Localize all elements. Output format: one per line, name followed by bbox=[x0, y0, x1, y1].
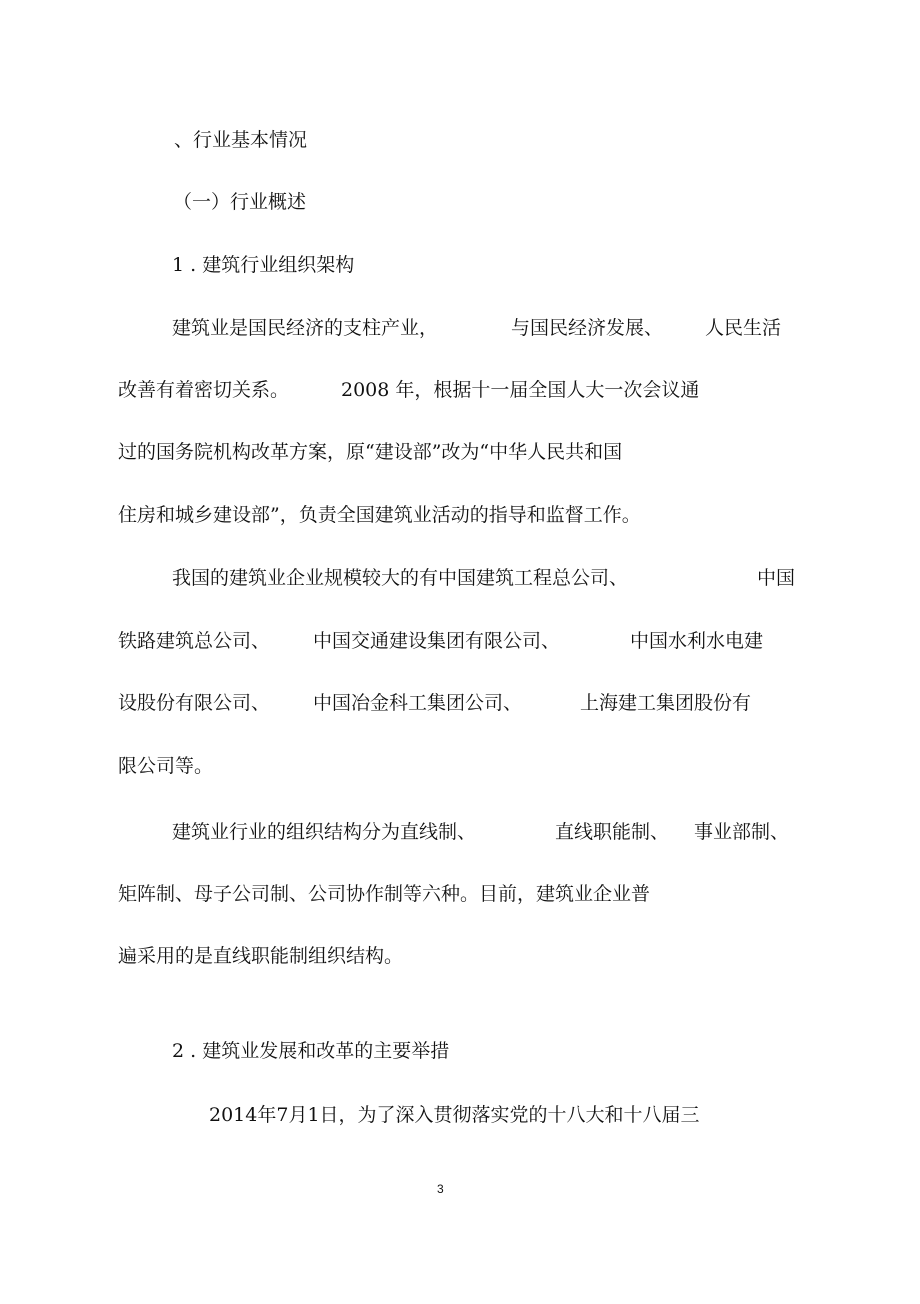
paragraph-2-line-3 bbox=[0, 691, 920, 715]
paragraph-2-line-1 bbox=[0, 566, 920, 590]
paragraph-1-line-1-part-1: 建筑业是国民经济的支柱产业， bbox=[172, 317, 439, 339]
paragraph-3-line-3-text: 遍采用的是直线职能制组织结构。 bbox=[118, 945, 404, 967]
paragraph-2-line-2-part-3: 中国水利水电建 bbox=[630, 630, 764, 652]
subsection-title-text: （一）行业概述 bbox=[173, 191, 307, 213]
heading-2-text: 2 . 建筑业发展和改革的主要举措 bbox=[172, 1040, 450, 1062]
paragraph-1-line-1 bbox=[0, 316, 920, 340]
paragraph-3-line-1-part-3: 事业部制、 bbox=[694, 821, 790, 843]
paragraph-3-line-1 bbox=[0, 820, 920, 844]
heading-1 bbox=[172, 253, 354, 277]
section-title-text: 、行业基本情况 bbox=[174, 129, 308, 151]
paragraph-1-line-2-part-1: 改善有着密切关系。 bbox=[118, 379, 290, 401]
paragraph-2-line-3-part-1: 设股份有限公司、 bbox=[118, 692, 271, 714]
paragraph-1-line-4 bbox=[118, 503, 641, 527]
paragraph-1-line-3-text: 过的国务院机构改革方案，原“建设部”改为“中华人民共和国 bbox=[118, 441, 623, 463]
paragraph-2-line-2-part-1: 铁路建筑总公司、 bbox=[118, 630, 271, 652]
section-title bbox=[174, 128, 307, 152]
paragraph-1-line-4-text: 住房和城乡建设部”，负责全国建筑业活动的指导和监督工作。 bbox=[118, 504, 641, 526]
paragraph-2-line-1-part-2: 中国 bbox=[757, 567, 796, 589]
paragraph-1-line-2 bbox=[0, 378, 920, 402]
paragraph-1-line-1-part-2: 与国民经济发展、 bbox=[511, 317, 664, 339]
paragraph-3-line-1-part-1: 建筑业行业的组织结构分为直线制、 bbox=[172, 821, 477, 843]
paragraph-2-line-2 bbox=[0, 629, 920, 653]
paragraph-1-line-2-part-2: 2008 年，根据十一届全国人大一次会议通 bbox=[341, 379, 700, 401]
paragraph-1-line-1-part-3: 人民生活 bbox=[705, 317, 782, 339]
paragraph-2-line-2-part-2: 中国交通建设集团有限公司、 bbox=[313, 630, 561, 652]
paragraph-2-line-3-part-3: 上海建工集团股份有 bbox=[580, 692, 752, 714]
paragraph-3-line-2-text: 矩阵制、母子公司制、公司协作制等六种。目前，建筑业企业普 bbox=[118, 883, 651, 905]
paragraph-2-line-4-text: 限公司等。 bbox=[118, 755, 214, 777]
paragraph-4-line-1 bbox=[209, 1103, 700, 1127]
paragraph-2-line-4 bbox=[118, 754, 213, 778]
paragraph-1-line-3 bbox=[118, 440, 622, 464]
subsection-title bbox=[173, 190, 306, 214]
paragraph-3-line-3 bbox=[118, 944, 403, 968]
paragraph-3-line-2 bbox=[118, 882, 650, 906]
paragraph-2-line-1-part-1: 我国的建筑业企业规模较大的有中国建筑工程总公司、 bbox=[172, 567, 629, 589]
page-number: 3 bbox=[437, 1182, 444, 1196]
heading-1-text: 1 . 建筑行业组织架构 bbox=[172, 254, 355, 276]
paragraph-2-line-3-part-2: 中国冶金科工集团公司、 bbox=[313, 692, 523, 714]
paragraph-4-line-1-text: 2014年7月1日，为了深入贯彻落实党的十八大和十八届三 bbox=[209, 1104, 700, 1126]
heading-2 bbox=[172, 1039, 449, 1063]
paragraph-3-line-1-part-2: 直线职能制、 bbox=[555, 821, 670, 843]
